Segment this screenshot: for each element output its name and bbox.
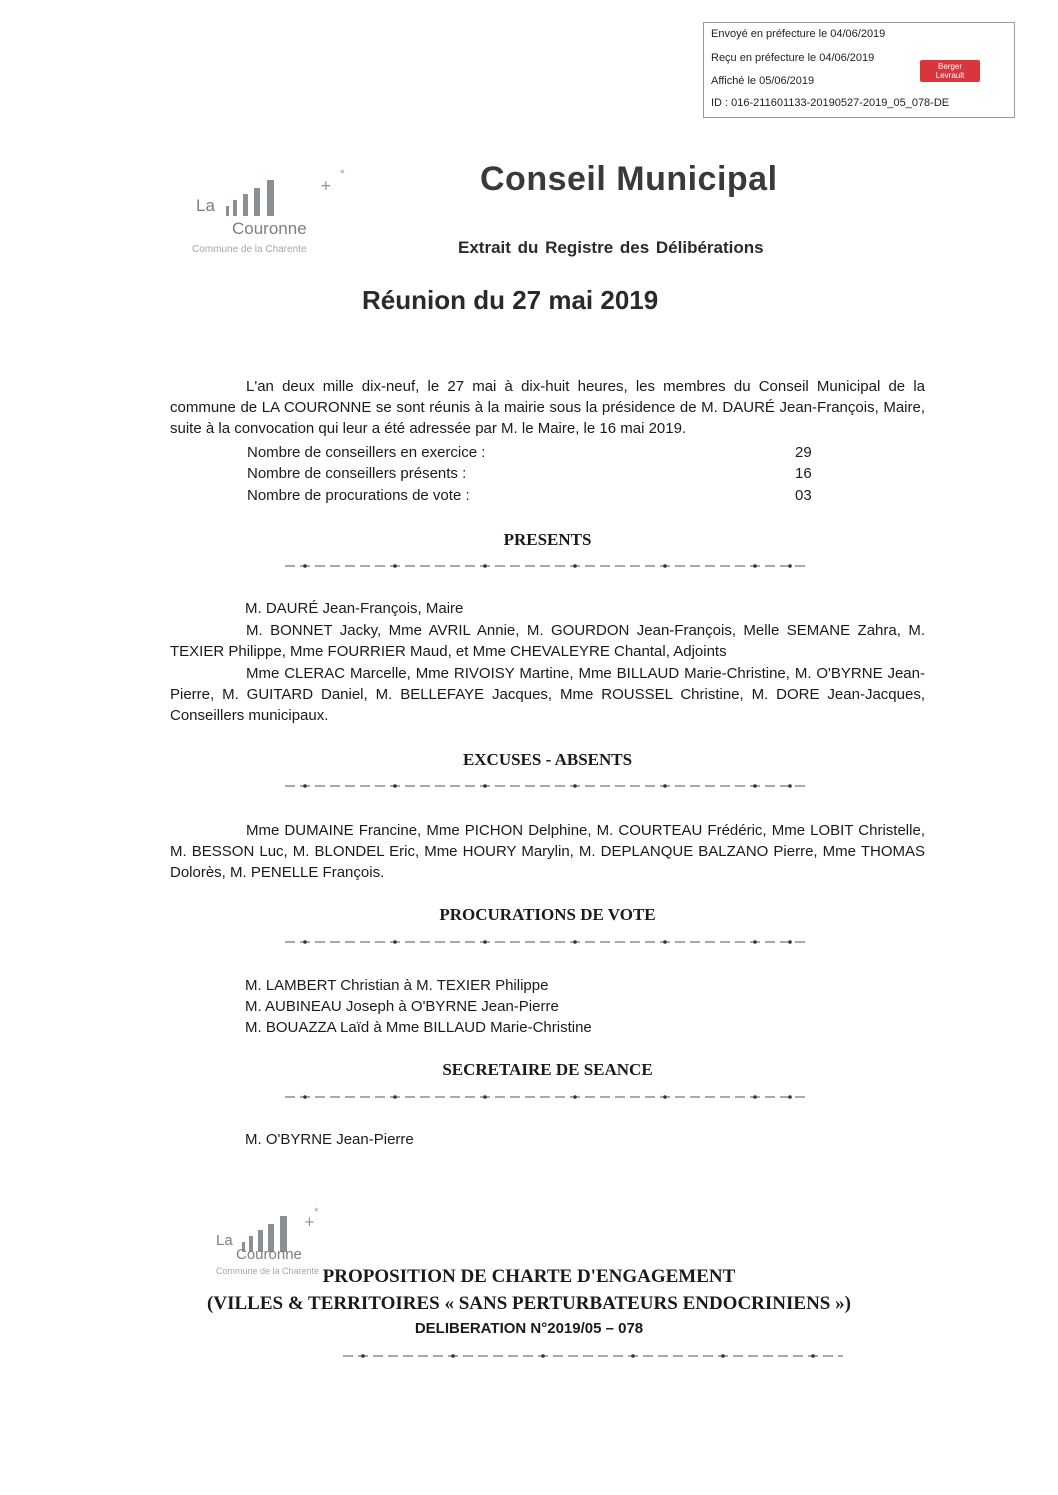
presents-conseillers: Mme CLERAC Marcelle, Mme RIVOISY Martine, Mme BILLAUD Marie-Christine, M. O'BYRNE Jean-Pierre, M. GUITARD Daniel, M. BELLEFAYE Jacques, Mme ROUSSEL Christine, M. DORE Jean-Jacques, Conseillers municipaux. bbox=[170, 665, 925, 724]
section-divider bbox=[285, 1093, 810, 1101]
stat-value: 03 bbox=[795, 487, 812, 504]
presents-adjoints: M. BONNET Jacky, Mme AVRIL Annie, M. GOURDON Jean-François, Melle SEMANE Zahra, M. TEXIER Philippe, Mme FOURRIER Maud, et Mme CHEVALEYRE Chantal, Adjoints bbox=[170, 622, 925, 660]
absents-list: Mme DUMAINE Francine, Mme PICHON Delphine, M. COURTEAU Frédéric, Mme LOBIT Christelle, M. BESSON Luc, M. BLONDEL Eric, Mme HOURY Marylin, M. DEPLANQUE BALZANO Pierre, Mme THOMAS Dolorès, M. PENELLE François. bbox=[170, 822, 925, 881]
svg-text:+: + bbox=[304, 1215, 315, 1230]
stamp-sent-date: Envoyé en préfecture le 04/06/2019 bbox=[711, 28, 886, 40]
page-subtitle: Extrait du Registre des Délibérations bbox=[458, 238, 764, 257]
stamp-id: ID : 016-211601133-20190527-2019_05_078-DE bbox=[711, 97, 950, 109]
section-heading-secretaire: SECRETAIRE DE SEANCE bbox=[442, 1060, 653, 1079]
section-divider bbox=[285, 782, 810, 790]
deliberation-number: DELIBERATION N°2019/05 – 078 bbox=[414, 1320, 644, 1337]
stamp-received-date: Reçu en préfecture le 04/06/2019 bbox=[711, 52, 875, 64]
stat-value: 29 bbox=[795, 444, 812, 461]
logo-tagline: Commune de la Charente bbox=[192, 244, 307, 255]
berger-levrault-logo: Berger Levrault bbox=[920, 60, 980, 82]
procuration-item: M. BOUAZZA Laïd à Mme BILLAUD Marie-Christine bbox=[245, 1019, 592, 1036]
logo-name: Couronne bbox=[236, 1246, 302, 1263]
logo-la: La bbox=[216, 1232, 233, 1249]
deliberation-title-line2: (VILLES & TERRITOIRES « SANS PERTURBATEURS ENDOCRINIENS ») bbox=[207, 1293, 851, 1314]
section-divider bbox=[285, 938, 810, 946]
stat-label: Nombre de conseillers présents : bbox=[247, 465, 467, 482]
procuration-item: M. LAMBERT Christian à M. TEXIER Philippe bbox=[245, 977, 549, 994]
intro-paragraph: L'an deux mille dix-neuf, le 27 mai à dix-huit heures, les membres du Conseil Municipal de la commune de LA COURONNE se sont réunis à la mairie sous la présidence de M. DAURÉ Jean-François, Maire, suite à la convocation qui leur a été adressée par M. le Maire, le 16 mai 2019. bbox=[170, 378, 925, 437]
section-divider bbox=[343, 1352, 843, 1360]
stat-label: Nombre de procurations de vote : bbox=[247, 487, 470, 504]
section-heading-absents: EXCUSES - ABSENTS bbox=[462, 750, 633, 769]
page-title: Conseil Municipal bbox=[480, 160, 778, 198]
procuration-item: M. AUBINEAU Joseph à O'BYRNE Jean-Pierre bbox=[245, 998, 559, 1015]
stat-value: 16 bbox=[795, 465, 812, 482]
svg-text:*: * bbox=[340, 169, 345, 179]
logo-tagline: Commune de la Charente bbox=[216, 1266, 320, 1276]
prefecture-stamp bbox=[703, 22, 1015, 118]
section-heading-presents: PRESENTS bbox=[503, 530, 592, 549]
commune-logo bbox=[192, 166, 392, 266]
logo-name: Couronne bbox=[232, 219, 307, 238]
section-heading-procurations: PROCURATIONS DE VOTE bbox=[439, 905, 656, 924]
secretaire-name: M. O'BYRNE Jean-Pierre bbox=[245, 1131, 414, 1148]
logo-la: La bbox=[196, 196, 215, 215]
meeting-date: Réunion du 27 mai 2019 bbox=[362, 285, 659, 315]
svg-text:*: * bbox=[314, 1207, 319, 1217]
svg-text:+: + bbox=[320, 178, 332, 194]
commune-logo bbox=[214, 1206, 414, 1306]
deliberation-title-line1: PROPOSITION DE CHARTE D'ENGAGEMENT bbox=[322, 1266, 736, 1287]
stamp-posted-date: Affiché le 05/06/2019 bbox=[711, 75, 815, 87]
presents-maire: M. DAURÉ Jean-François, Maire bbox=[245, 600, 464, 617]
section-divider bbox=[285, 562, 810, 570]
stat-label: Nombre de conseillers en exercice : bbox=[247, 444, 486, 461]
